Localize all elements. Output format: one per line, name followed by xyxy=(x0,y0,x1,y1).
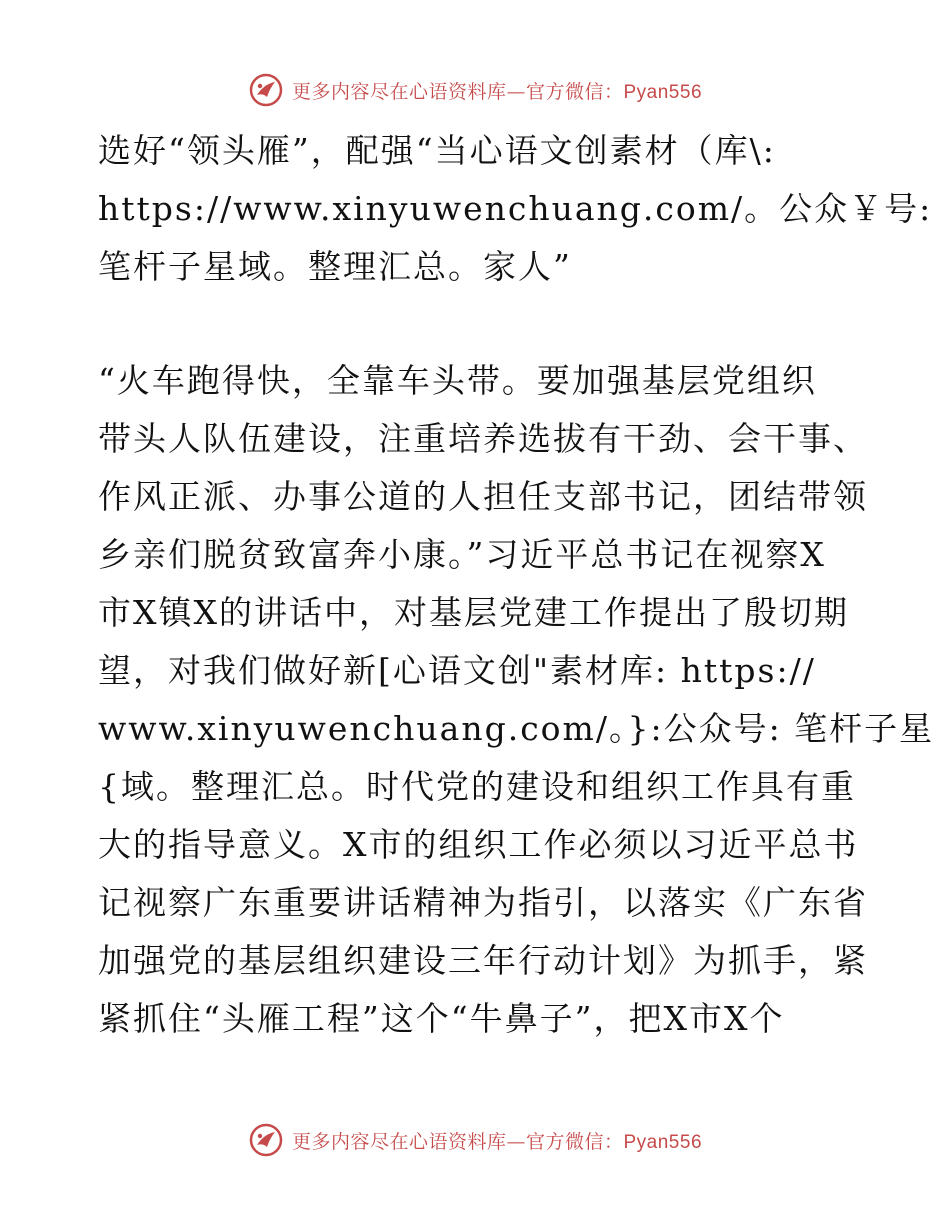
paragraph-2 xyxy=(98,352,935,1048)
footer-watermark xyxy=(0,1120,950,1160)
text-line: “火车跑得快，全靠车头带。要加强基层党组织 xyxy=(98,361,817,400)
text-line: 选好“领头雁”，配强“当心语文创素材（库\: xyxy=(98,131,776,170)
document-body xyxy=(98,122,935,1048)
watermark-slogan: 更多内容尽在心语资料库 xyxy=(291,1130,507,1153)
watermark-wechat-id: Pyan556 xyxy=(623,81,703,103)
watermark-label: 官方微信： xyxy=(525,80,624,103)
brand-logo-icon xyxy=(248,72,284,108)
header-watermark xyxy=(0,70,950,110)
text-line: 市X镇X的讲话中，对基层党建工作提出了殷切期 xyxy=(98,593,849,632)
text-line: 紧抓住“头雁工程”这个“牛鼻子”，把X市X个 xyxy=(98,999,785,1038)
text-line: 加强党的基层组织建设三年行动计划》为抓手，紧 xyxy=(98,941,868,980)
watermark-separator: — xyxy=(506,80,526,103)
text-line: 望，对我们做好新[心语文创"素材库: https:// xyxy=(98,651,816,690)
text-line: https://www.xinyuwenchuang.com/。公众￥号: xyxy=(98,189,933,228)
text-line: 记视察广东重要讲话精神为指引，以落实《广东省 xyxy=(98,883,868,922)
text-line: 笔杆子星域。整理汇总。家人” xyxy=(98,247,572,286)
text-line: 带头人队伍建设，注重培养选拔有干劲、会干事、 xyxy=(98,419,868,458)
watermark-text xyxy=(292,77,702,104)
brand-logo-icon xyxy=(248,1122,284,1158)
watermark-wechat-id: Pyan556 xyxy=(623,1131,703,1153)
paragraph-gap xyxy=(98,296,858,352)
text-line: 乡亲们脱贫致富奔小康。”习近平总书记在视察X xyxy=(98,535,826,574)
watermark-text xyxy=(292,1127,702,1154)
text-line: 大的指导意义。X市的组织工作必须以习近平总书 xyxy=(98,825,859,864)
watermark-separator: — xyxy=(506,1130,526,1153)
text-line: {域。整理汇总。时代党的建设和组织工作具有重 xyxy=(98,767,856,806)
watermark-slogan: 更多内容尽在心语资料库 xyxy=(291,80,507,103)
watermark-label: 官方微信： xyxy=(525,1130,624,1153)
text-line: 作风正派、办事公道的人担任支部书记，团结带领 xyxy=(98,477,868,516)
text-line: www.xinyuwenchuang.com/。}:公众号: 笔杆子星 xyxy=(98,709,935,748)
paragraph-1 xyxy=(98,122,933,296)
